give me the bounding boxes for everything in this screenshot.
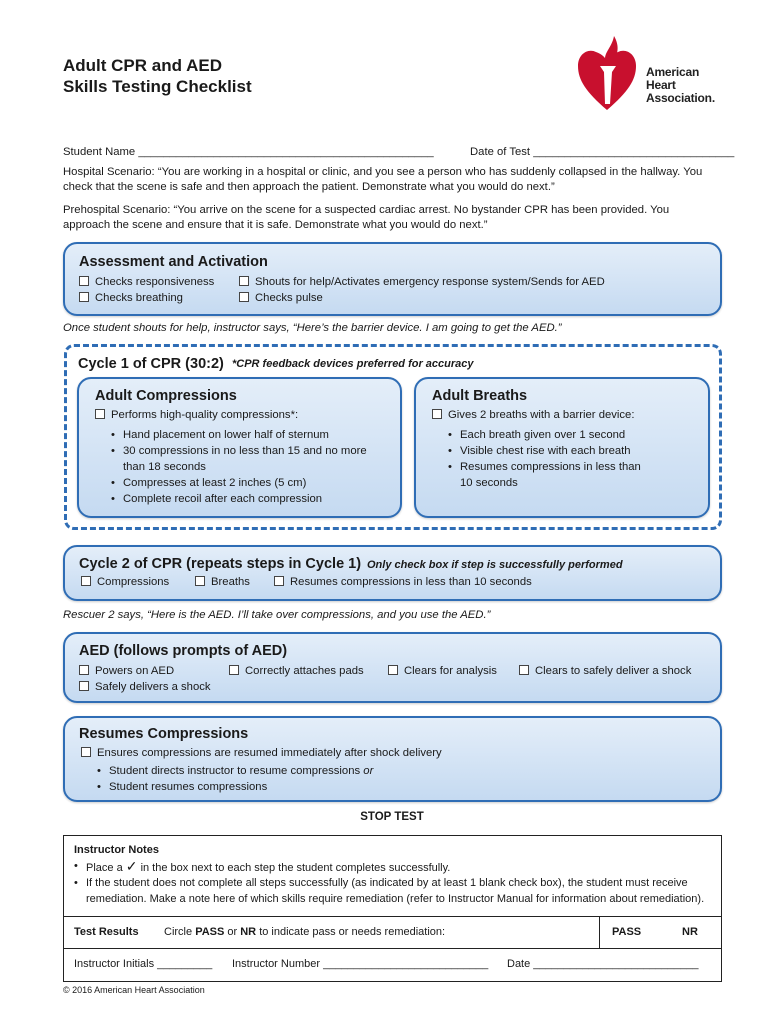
checkbox[interactable] [81,576,91,586]
bullet-or: or [363,765,374,777]
checkbox[interactable] [519,665,529,675]
item-label: Resumes compressions in less than 10 seconds [290,576,532,588]
instructor-number-field[interactable]: Instructor Number ___________________________ [232,958,489,970]
text: Circle [164,926,193,938]
bullet-list [111,427,381,507]
instructor-info-row [64,948,721,981]
page-title [63,55,252,97]
checkbox[interactable] [432,409,442,419]
item-label: Breaths [211,576,250,588]
item-label: Powers on AED [95,665,175,677]
section-title: Assessment and Activation [79,254,268,270]
bullet-item: • Complete recoil after each compression [111,491,381,507]
checklist-item[interactable] [229,665,364,677]
instructor-prompt: Once student shouts for help, instructor says, “Here’s the barrier device. I am going to get the AED.” [63,322,562,334]
note-item: • Place a ✓ in the box next to each step the student completes successfully. [74,857,451,874]
section-title: Cycle 2 of CPR (repeats steps in Cycle 1) [79,556,362,572]
checkbox[interactable] [239,292,249,302]
bullet-item: • Each breath given over 1 second [448,427,648,443]
checkbox[interactable] [79,276,89,286]
text: to indicate pass or needs remediation: [259,926,446,938]
section-title: Adult Compressions [95,388,237,404]
bullet-item: • Visible chest rise with each breath [448,443,648,459]
cycle2-section [63,545,722,601]
item-label: Correctly attaches pads [245,665,364,677]
date-line[interactable]: ________________________________ [533,146,735,158]
cycle2-note: Only check box if step is successfully performed [367,559,623,571]
instructor-date-field[interactable]: Date ___________________________ [507,958,699,970]
cycle1-title: Cycle 1 of CPR (30:2) [78,356,224,372]
item-label: Clears to safely deliver a shock [535,665,692,677]
checkbox[interactable] [79,681,89,691]
checkbox[interactable] [195,576,205,586]
bullet-item: • Hand placement on lower half of sternum [111,427,381,443]
logo-line: Heart [646,78,676,92]
logo-line: Association. [646,91,715,105]
text: NR [240,926,257,938]
assessment-section [63,242,722,316]
item-label: Safely delivers a shock [95,681,211,693]
compressions-section [77,377,402,518]
checklist-item[interactable] [79,292,183,304]
note-text: Place a [86,861,123,874]
student-name-line[interactable]: _______________________________________________ [138,146,434,158]
item-label: Compressions [97,576,170,588]
item-label: Clears for analysis [404,665,497,677]
rescuer-prompt: Rescuer 2 says, “Here is the AED. I’ll take over compressions, and you use the AED.” [63,609,491,621]
bullet-list [97,763,497,795]
item-label: Checks pulse [255,292,323,304]
date-field[interactable] [470,145,734,160]
checklist-item[interactable] [81,747,442,759]
instructor-initials-field[interactable]: Instructor Initials _________ [74,958,213,970]
checkbox[interactable] [81,747,91,757]
logo-line: American [646,65,700,79]
bullet-item [97,763,497,779]
nr-option[interactable]: NR [682,926,698,938]
checklist-item[interactable] [239,276,605,288]
pass-option[interactable]: PASS [612,926,642,938]
title-line-1: Adult CPR and AED [63,56,222,75]
student-name-field[interactable] [63,145,434,160]
checkbox[interactable] [388,665,398,675]
checklist-item[interactable] [195,576,250,588]
section-title: Resumes Compressions [79,726,249,742]
checkbox[interactable] [79,292,89,302]
section-title: Adult Breaths [432,388,528,404]
text: PASS [195,926,225,938]
checklist-item[interactable] [388,665,497,677]
checklist-item[interactable] [79,681,211,693]
note-text: If the student does not complete all steps successfully (as indicated by at least 1 blank check box), the student must receive remediation. Make a note here of which skills require remediation (refer to Instructor Manual for information about remediation). [86,877,705,905]
checklist-item[interactable] [79,276,214,288]
text: or [227,926,238,938]
checkmark-icon: ✓ [125,857,138,874]
checkbox[interactable] [95,409,105,419]
instructor-notes [64,836,721,916]
note-text: in the box next to each step the student completes successfully. [140,861,451,874]
hospital-scenario: Hospital Scenario: “You are working in a hospital or clinic, and you see a person who has suddenly collapsed in the hallway. You check that the scene is safe and then approach the patient. Demonstrate what you would do next.” [63,166,703,193]
bullet-item: • 30 compressions in no less than 15 and no more than 18 seconds [111,443,381,475]
bullet-item: • Compresses at least 2 inches (5 cm) [111,475,381,491]
test-results-label: Test Results [74,926,139,938]
item-label: Performs high-quality compressions*: [111,409,299,421]
cycle1-note: *CPR feedback devices preferred for accuracy [232,358,474,370]
bullet-list [448,427,648,491]
copyright: © 2016 American Heart Association [63,985,205,995]
checkbox[interactable] [239,276,249,286]
breaths-section [414,377,710,518]
bullet-item: • Student resumes compressions [97,779,497,795]
aha-logo [576,32,726,112]
checkbox[interactable] [229,665,239,675]
checklist-item[interactable] [81,576,169,588]
item-label: Shouts for help/Activates emergency response system/Sends for AED [255,276,605,288]
bullet-item: • Resumes compressions in less than 10 seconds [448,459,648,491]
checkbox[interactable] [79,665,89,675]
aed-section [63,632,722,703]
checklist-item[interactable] [79,665,174,677]
test-results-row [64,916,721,948]
prehospital-scenario: Prehospital Scenario: “You arrive on the scene for a suspected cardiac arrest. No bystander CPR has been provided. You approach the scene and ensure that it is safe. Demonstrate what you would do next.” [63,204,670,231]
instructor-notes-table [63,835,722,982]
test-results-instructions [164,926,445,938]
resumes-section [63,716,722,802]
checklist-item[interactable] [274,576,532,588]
divider [599,917,600,948]
checklist-item[interactable] [239,292,323,304]
section-title: AED (follows prompts of AED) [79,643,288,659]
item-label: Checks breathing [95,292,183,304]
title-line-2: Skills Testing Checklist [63,77,252,96]
logo-text [646,66,715,105]
bullet-text: Student directs instructor to resume compressions [109,765,361,777]
date-label: Date of Test [470,146,531,158]
checklist-item[interactable] [432,409,634,421]
checkbox[interactable] [274,576,284,586]
checklist-item[interactable] [95,409,298,421]
student-name-label: Student Name [63,146,136,158]
item-label: Checks responsiveness [95,276,215,288]
stop-test-label: STOP TEST [360,811,424,823]
heart-torch-icon [576,32,638,112]
note-item: • If the student does not complete all steps successfully (as indicated by at least 1 blank check box), the student must receive remediation. Make a note here of which skills require remediation (refer to Instructor Manual for information about remediation). [74,877,705,905]
item-label: Gives 2 breaths with a barrier device: [448,409,635,421]
item-label: Ensures compressions are resumed immediately after shock delivery [97,747,442,759]
instructor-notes-title: Instructor Notes [74,844,159,856]
checklist-item[interactable] [519,665,691,677]
